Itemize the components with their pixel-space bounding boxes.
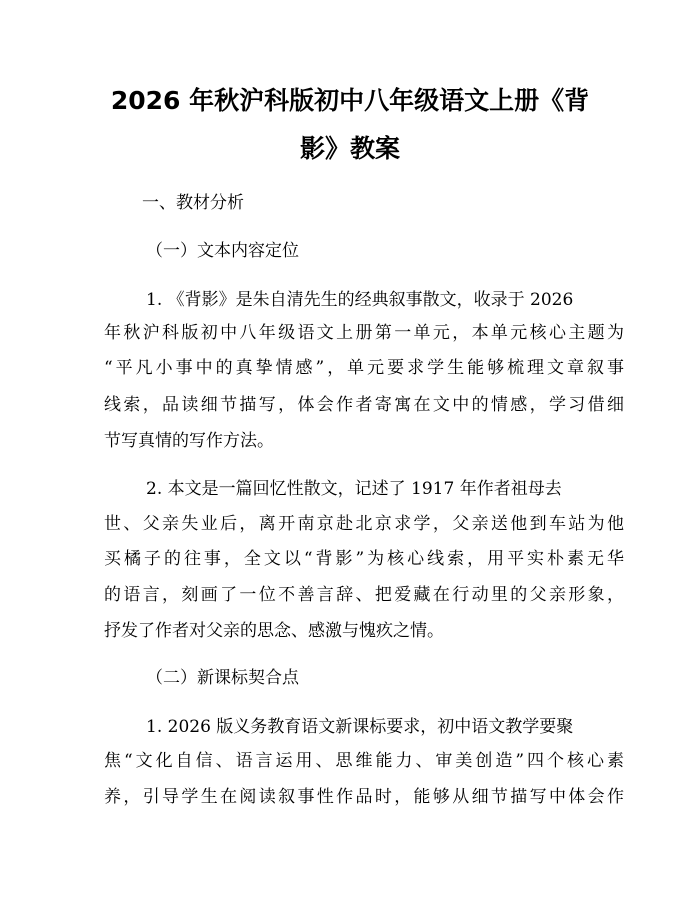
paragraph-3-line-1: 1. 2026 版义务教育语文新课标要求，初中语文教学要聚 — [146, 717, 574, 737]
paragraph-2-line-5: 抒发了作者对父亲的思念、感激与愧疚之情。 — [104, 621, 444, 641]
paragraph-1-line-3: “平凡小事中的真挚情感”，单元要求学生能够梳理文章叙事 — [104, 358, 624, 378]
paragraph-3-line-3: 养，引导学生在阅读叙事性作品时，能够从细节描写中体会作 — [104, 787, 624, 807]
paragraph-2-line-4: 的语言，刻画了一位不善言辞、把爱藏在行动里的父亲形象， — [104, 585, 624, 605]
document-title-line-1: 2026 年秋沪科版初中八年级语文上册《背 — [110, 86, 590, 115]
paragraph-2-line-3: 买橘子的往事，全文以“背影”为核心线索，用平实朴素无华 — [104, 549, 624, 569]
paragraph-1-line-2: 年秋沪科版初中八年级语文上册第一单元，本单元核心主题为 — [104, 323, 624, 343]
document-title-line-2: 影》教案 — [299, 134, 400, 163]
subheading-text-positioning: （一）文本内容定位 — [146, 241, 299, 261]
heading-textbook-analysis: 一、教材分析 — [142, 193, 244, 213]
paragraph-1-line-5: 节写真情的写作方法。 — [104, 431, 274, 451]
paragraph-1-line-1: 1. 《背影》是朱自清先生的经典叙事散文，收录于 2026 — [146, 290, 574, 310]
paragraph-2-line-2: 世、父亲失业后，离开南京赴北京求学，父亲送他到车站为他 — [104, 514, 624, 534]
paragraph-2-line-1: 2. 本文是一篇回忆性散文，记述了 1917 年作者祖母去 — [146, 479, 562, 499]
subheading-curriculum-fit: （二）新课标契合点 — [146, 668, 299, 688]
paragraph-3-line-2: 焦“文化自信、语言运用、思维能力、审美创造”四个核心素 — [104, 751, 624, 771]
paragraph-1-line-4: 线索，品读细节描写，体会作者寄寓在文中的情感，学习借细 — [104, 395, 624, 415]
